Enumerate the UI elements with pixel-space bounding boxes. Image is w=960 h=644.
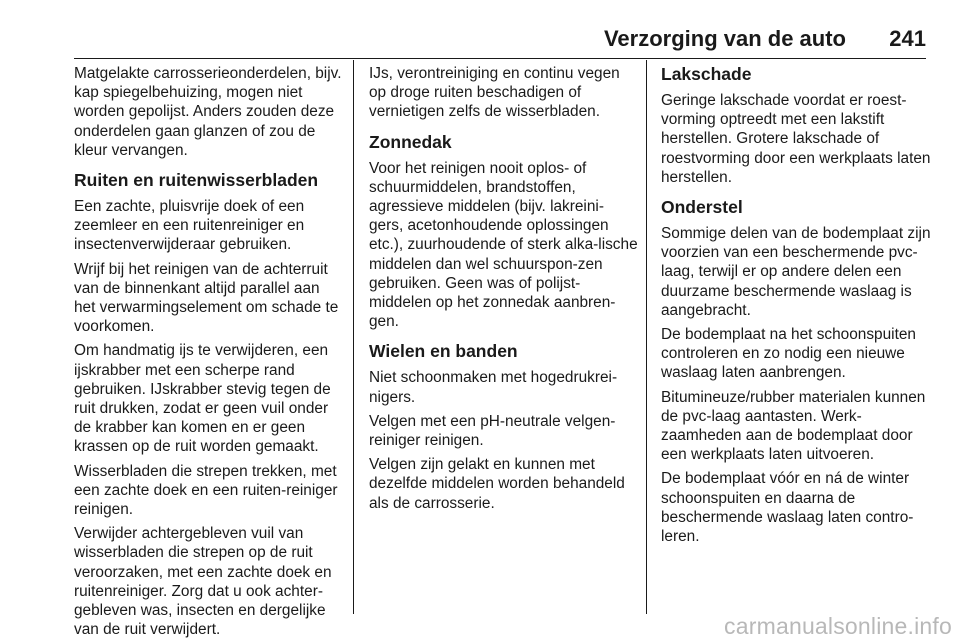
- paragraph-rear-window: Wrijf bij het reinigen van de achterruit van de binnenkant altijd parallel aan het verwarmingselement om schade te voorkomen.: [74, 260, 339, 336]
- heading-wheels-tyres: Wielen en banden: [369, 341, 518, 362]
- paragraph-cloth: Een zachte, pluisvrije doek of een zeemleer en een ruitenreiniger en insectenverwijderaar gebruiken.: [74, 198, 305, 254]
- paragraph-painted-rims: Velgen zijn gelakt en kunnen met dezelfde middelen worden behandeld als de carrosserie.: [369, 456, 625, 512]
- heading-underbody: Onderstel: [661, 197, 743, 218]
- column-divider: [646, 60, 647, 614]
- paragraph-wiper-streaks: Wisserbladen die strepen trekken, met een zachte doek en een ruiten-reiniger reinigen.: [74, 462, 338, 519]
- watermark: carmanualsonline.info: [724, 613, 952, 639]
- paragraph-wiper-dirt: Verwijder achtergebleven vuil van wisserbladen die strepen op de ruit veroorzaken, met een zachte doek en ruitenreiniger. Zorg dat u ook achter-gebleven was, insecten en dergelijke van de ruit verwijdert.: [74, 525, 332, 639]
- paragraph-paint-touchup: Geringe lakschade voordat er roest-vorming optreedt met een lakstift herstellen. Grotere lakschade of roestvorming door een werkplaats laten herstellen.: [661, 92, 931, 186]
- header-rule: [74, 58, 926, 59]
- paragraph-winter-rinse: De bodemplaat vóór en ná de winter schoonspuiten en daarna de beschermende waslaag laten contro-leren.: [661, 470, 914, 546]
- paragraph-pvc-layer: Sommige delen van de bodemplaat zijn voorzien van een beschermende pvc-laag, terwijl er op andere delen een duurzame beschermende waslaag is aangebracht.: [661, 225, 931, 319]
- paragraph-bitumen: Bitumineuze/rubber materialen kunnen de pvc-laag aantasten. Werk-zaamheden aan de bodemplaat door een werkplaats laten uitvoeren.: [661, 388, 926, 464]
- column-2: [369, 64, 638, 518]
- paragraph-matte-parts: Matgelakte carrosserieonderdelen, bijv. kap spiegelbehuizing, mogen niet worden gepolijst. Anders zouden deze onderdelen gaan glanzen of zou de kleur vervangen.: [74, 65, 342, 159]
- section-title: Verzorging van de auto: [603, 26, 846, 51]
- paragraph-ph-neutral: Velgen met een pH-neutrale velgen-reiniger reinigen.: [369, 412, 616, 450]
- paragraph-ice-scraper: Om handmatig ijs te verwijderen, een ijskrabber met een scherpe rand gebruiken. IJskrabber stevig tegen de ruit drukken, zodat er geen vuil onder de krabber kan komen en er geen krassen op de ruit worden gemaakt.: [74, 342, 331, 456]
- heading-sunroof: Zonnedak: [369, 131, 452, 152]
- paragraph-sunroof-cleaning: Voor het reinigen nooit oplos- of schuurmiddelen, brandstoffen, agressieve middelen (bijv. lakreini-gers, acetonhoudende oplossingen etc.), zuurhoudende of sterk alka-lische middelen dan wel schuurspon-zen gebruiken. Geen was of polijst-middelen op het zonnedak aanbren-gen.: [369, 159, 638, 331]
- column-1: [74, 64, 344, 644]
- paragraph-ice-damage: IJs, verontreiniging en continu vegen op droge ruiten beschadigen of vernietigen zelfs de wisserbladen.: [369, 65, 620, 121]
- page-number: 241: [889, 26, 926, 51]
- heading-windows-wipers: Ruiten en ruitenwisserbladen: [74, 170, 319, 191]
- column-3: [661, 64, 931, 551]
- paragraph-wax-check: De bodemplaat na het schoonspuiten controleren en zo nodig een nieuwe waslaag laten aanbrengen.: [661, 326, 916, 382]
- paragraph-high-pressure: Niet schoonmaken met hogedrukrei-nigers.: [369, 369, 618, 406]
- heading-paint-damage: Lakschade: [661, 64, 752, 84]
- page-header: [74, 26, 926, 58]
- column-divider: [353, 60, 354, 614]
